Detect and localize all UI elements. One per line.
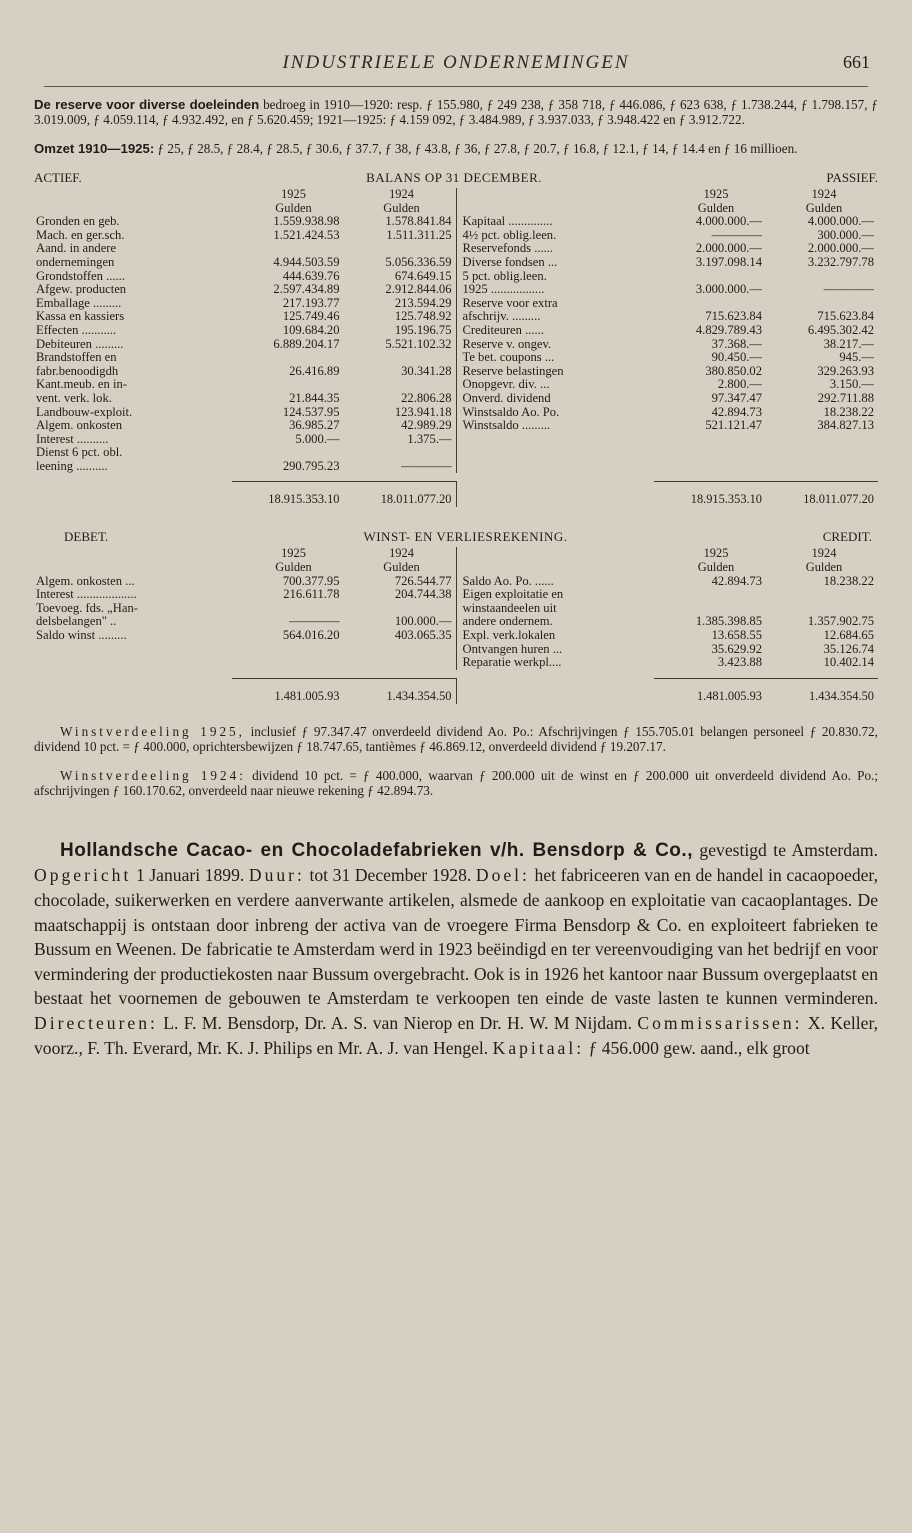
value-1924: 4.000.000.— [807, 214, 874, 229]
row-label: Landbouw-exploit. [36, 405, 133, 419]
actief-side [34, 188, 457, 473]
winst-total-1925: 1.481.005.93 [232, 678, 344, 704]
winstverdeeling-1925-lead: Winstverdeeling 1925, [60, 723, 245, 739]
value-1925: 35.629.92 [711, 641, 762, 656]
value-1924 [766, 270, 878, 284]
value-1925 [654, 602, 766, 616]
row-label: delsbelangen" .. [36, 615, 117, 629]
value-1925 [232, 602, 344, 616]
passief-row [457, 283, 879, 297]
row-label: Ontvangen huren ... [462, 642, 563, 656]
year-1924: 1924 [389, 546, 414, 561]
company-text: 1 Januari 1899. [131, 865, 249, 886]
row-label: Crediteuren ...... [462, 323, 544, 337]
value-1925: 715.623.84 [705, 309, 762, 324]
value-1925: 42.894.73 [711, 573, 762, 588]
balans-totals [34, 481, 878, 507]
credit-row [457, 656, 879, 670]
row-label: Expl. verk.lokalen [462, 629, 556, 643]
balans-total-1925: 18.915.353.10 [654, 481, 766, 507]
debet-side [34, 547, 457, 669]
omzet-text: ƒ 25, ƒ 28.5, ƒ 28.4, ƒ 28.5, ƒ 30.6, ƒ 37.7, ƒ 38, ƒ 43.8, ƒ 36, ƒ 27.8, ƒ 20.7, ƒ 16.8, ƒ 12.1, ƒ 14, ƒ 14.4 en ƒ 16 millioen. [154, 141, 798, 156]
row-label: Reparatie werkpl.... [462, 656, 562, 670]
row-label: Winstsaldo ......... [462, 419, 551, 433]
value-1924: 195.196.75 [394, 322, 452, 337]
value-1925 [232, 378, 344, 392]
value-1925: 217.193.77 [282, 295, 340, 310]
year-1924: 1924 [811, 187, 837, 201]
row-label: fabr.benoodigdh [36, 364, 119, 378]
winst-heading [34, 529, 878, 545]
credit-label: CREDIT. [822, 529, 872, 545]
actief-row [34, 215, 456, 229]
value-1924 [766, 602, 878, 616]
row-label: Brandstoffen en [36, 351, 117, 365]
year-1924: 1924 [389, 187, 414, 201]
value-1924: 213.594.29 [394, 295, 452, 310]
winstverdeeling-1925 [34, 724, 878, 754]
balans-total-1924: 18.011.077.20 [766, 481, 878, 507]
row-label: Afgew. producten [36, 283, 127, 297]
row-label: Kassa en kassiers [36, 310, 125, 324]
winst-title: WINST- EN VERLIESREKENING. [363, 529, 568, 545]
value-1924: 726.544.77 [394, 573, 452, 588]
value-1924: 204.744.38 [394, 587, 452, 602]
actief-row [34, 270, 456, 284]
balans-total-1924: 18.011.077.20 [344, 481, 456, 507]
keyword-commissarissen: Commissarissen: [637, 1012, 803, 1033]
unit-label: Gulden [697, 200, 735, 215]
actief-row [34, 378, 456, 392]
actief-row [34, 460, 456, 474]
value-1924: 715.623.84 [817, 309, 874, 324]
debet-label: DEBET. [64, 529, 109, 545]
value-1925: 13.658.55 [711, 628, 762, 643]
value-1925: ———— [711, 227, 762, 242]
value-1924: 1.357.902.75 [807, 614, 874, 629]
winstverdeeling-1924-lead: Winstverdeeling 1924: [60, 767, 246, 783]
value-1924: 3.232.797.78 [807, 254, 874, 269]
value-1925: 2.597.434.89 [273, 282, 340, 297]
actief-unit-header [34, 202, 456, 216]
row-label: Onopgevr. div. ... [462, 378, 550, 392]
company-text: X. Keller, voorz., F. Th. Everard, Mr. K. J. Philips en Mr. A. J. van Hengel. [34, 1012, 878, 1058]
company-text: L. F. M. Bensdorp, Dr. A. S. van Nierop en Dr. H. W. M Nijdam. [157, 1012, 638, 1033]
row-label: vent. verk. lok. [36, 391, 112, 405]
header-rule [44, 86, 868, 87]
winst-total-1924: 1.434.354.50 [344, 678, 456, 704]
value-1925 [654, 270, 766, 284]
value-1925: 109.684.20 [282, 322, 340, 337]
row-label: Dienst 6 pct. obl. [36, 446, 123, 460]
balans-sheet [34, 188, 878, 473]
row-label: Kant.meub. en in- [36, 378, 127, 392]
row-label: ondernemingen [36, 255, 115, 269]
value-1925: 444.639.76 [282, 268, 340, 283]
value-1925: 1.385.398.85 [695, 614, 762, 629]
value-1925 [654, 297, 766, 311]
value-1925: 42.894.73 [711, 404, 762, 419]
value-1925: 2.800.— [717, 377, 762, 392]
passief-row [457, 297, 879, 311]
keyword-opgericht: Opgericht [34, 865, 132, 886]
value-1925: 4.944.503.59 [273, 254, 340, 269]
row-label: Saldo Ao. Po. ...... [462, 574, 554, 588]
value-1924: 18.238.22 [823, 573, 874, 588]
row-label: 5 pct. oblig.leen. [462, 269, 547, 283]
value-1924: 100.000.— [394, 614, 452, 629]
actief-row [34, 365, 456, 379]
actief-row [34, 392, 456, 406]
value-1924: 6.495.302.42 [807, 322, 874, 337]
year-1925: 1925 [281, 187, 306, 201]
omzet-paragraph [34, 141, 878, 156]
value-1925: 2.000.000.— [695, 241, 762, 256]
value-1924: 125.748.92 [394, 309, 452, 324]
row-label: Effecten ........... [36, 323, 117, 337]
value-1924: 5.521.102.32 [385, 336, 452, 351]
row-label: Eigen exploitatie en [462, 588, 564, 602]
unit-label: Gulden [383, 560, 420, 575]
row-label: Debiteuren ......... [36, 337, 124, 351]
value-1925: 5.000.— [295, 431, 340, 446]
value-1925: 4.829.789.43 [695, 322, 762, 337]
row-label: Winstsaldo Ao. Po. [462, 405, 560, 419]
value-1924: 5.056.336.59 [385, 254, 452, 269]
row-label: leening .......... [36, 459, 108, 473]
passief-label: PASSIEF. [826, 170, 878, 185]
keyword-doel: Doel: [475, 865, 530, 886]
value-1924 [344, 378, 456, 392]
value-1925: 380.850.02 [705, 363, 762, 378]
value-1925 [232, 446, 344, 460]
passief-row [457, 365, 879, 379]
year-1925: 1925 [281, 546, 306, 561]
actief-row [34, 310, 456, 324]
value-1924: 2.912.844.06 [385, 282, 452, 297]
actief-year-header [34, 188, 456, 202]
passief-unit-header [457, 202, 879, 216]
row-label: Reserve belastingen [462, 364, 564, 378]
keyword-directeuren: Directeuren: [34, 1012, 158, 1033]
row-label: Algem. onkosten [36, 419, 123, 433]
passief-row [457, 392, 879, 406]
actief-row [34, 446, 456, 460]
row-label: Diverse fondsen ... [462, 255, 558, 269]
value-1924 [344, 351, 456, 365]
passief-row [457, 351, 879, 365]
company-text: ƒ 456.000 gew. aand., elk groot [584, 1037, 810, 1058]
value-1924: 42.989.29 [401, 418, 452, 433]
debet-rows [34, 575, 456, 643]
row-label: Te bet. coupons ... [462, 351, 555, 365]
value-1924: 35.126.74 [823, 641, 874, 656]
actief-row [34, 283, 456, 297]
value-1924: ———— [823, 282, 874, 297]
value-1924: 30.341.28 [401, 363, 452, 378]
winst-total-1925: 1.481.005.93 [654, 678, 766, 704]
row-label: Reservefonds ...... [462, 242, 554, 256]
debet-row [34, 615, 456, 629]
value-1924: 3.150.— [829, 377, 874, 392]
credit-row [457, 615, 879, 629]
value-1925: 6.889.204.17 [273, 336, 340, 351]
value-1924 [344, 446, 456, 460]
debet-row [34, 575, 456, 589]
passief-row [457, 406, 879, 420]
keyword-kapitaal: Kapitaal: [492, 1037, 585, 1058]
value-1925: 1.559.938.98 [273, 214, 340, 229]
value-1925 [232, 351, 344, 365]
value-1924: 12.684.65 [823, 628, 874, 643]
value-1925 [654, 588, 766, 602]
credit-row [457, 588, 879, 602]
value-1924: ———— [401, 458, 452, 473]
value-1925: 37.368.— [711, 336, 762, 351]
credit-rows [457, 575, 879, 670]
row-label: Gronden en geb. [36, 215, 120, 229]
value-1925: 26.416.89 [289, 363, 340, 378]
row-label: Onverd. dividend [462, 391, 551, 405]
value-1925: 4.000.000.— [695, 214, 762, 229]
row-label: Aand. in andere [36, 242, 117, 256]
passief-row [457, 256, 879, 270]
value-1924: 403.065.35 [394, 628, 452, 643]
actief-rows [34, 215, 456, 473]
unit-label: Gulden [383, 200, 420, 215]
winst-sheet [34, 547, 878, 669]
credit-row [457, 602, 879, 616]
value-1924: 292.711.88 [817, 390, 874, 405]
winstverdeeling-1925-text: inclusief ƒ 97.347.47 onverdeeld dividend Ao. Po.: Afschrijvingen ƒ 155.705.01 belangen personeel ƒ 20.830.72, dividend 10 pct. = ƒ 400.000, oprichtersbewijzen ƒ 18.747.65, tantièmes ƒ 46.869.12, onverdeeld dividend ƒ 19.207.17. [34, 723, 878, 754]
running-title: INDUSTRIEELE ONDERNEMINGEN [282, 52, 630, 73]
reserve-paragraph [34, 97, 878, 127]
passief-row [457, 378, 879, 392]
value-1924: 22.806.28 [401, 390, 452, 405]
row-label: winstaandeelen uit [462, 601, 557, 615]
value-1925: 700.377.95 [282, 573, 340, 588]
passief-year-header [457, 188, 879, 202]
actief-row [34, 242, 456, 256]
winstverdeeling-1924-text: dividend 10 pct. = ƒ 400.000, waarvan ƒ 200.000 uit de winst en ƒ 200.000 uit onverdeeld dividend Ao. Po.; afschrijvingen ƒ 160.170.62, onverdeeld naar nieuwe rekening ƒ 42.894.73. [34, 767, 879, 798]
value-1924: 38.217.— [823, 336, 874, 351]
passief-row [457, 419, 879, 433]
value-1925: 97.347.47 [711, 390, 762, 405]
row-label: andere ondernem. [462, 615, 553, 629]
actief-row [34, 419, 456, 433]
credit-row [457, 643, 879, 657]
value-1924 [766, 297, 878, 311]
value-1924: 384.827.13 [817, 418, 874, 433]
row-label: Saldo winst ......... [36, 629, 127, 643]
passief-row [457, 242, 879, 256]
actief-label: ACTIEF. [34, 170, 82, 185]
row-label: Grondstoffen ...... [36, 269, 125, 283]
passief-row [457, 270, 879, 284]
passief-side [457, 188, 879, 473]
credit-unit-header [457, 561, 879, 575]
winstverdeeling-1924 [34, 768, 878, 798]
unit-label: Gulden [697, 560, 735, 575]
debet-row [34, 629, 456, 643]
company-entry [34, 838, 878, 1060]
value-1925: 36.985.27 [289, 418, 340, 433]
actief-row [34, 338, 456, 352]
keyword-duur: Duur: [248, 865, 305, 886]
row-label: 4½ pct. oblig.leen. [462, 228, 557, 242]
value-1925: 1.521.424.53 [273, 227, 340, 242]
balans-heading [34, 170, 878, 186]
year-1925: 1925 [703, 546, 729, 561]
value-1925: 216.611.78 [283, 587, 340, 602]
value-1924 [344, 602, 456, 616]
year-1925: 1925 [703, 187, 729, 201]
year-1924: 1924 [811, 546, 837, 561]
company-text: gevestigd te Amsterdam. [692, 839, 878, 860]
value-1924 [766, 588, 878, 602]
row-label: 1925 ................. [462, 283, 545, 297]
value-1925: 3.197.098.14 [695, 254, 762, 269]
row-label: Reserve voor extra [462, 296, 558, 310]
debet-year-header [34, 547, 456, 561]
page-number: 661 [843, 52, 870, 72]
value-1924: 300.000.— [817, 227, 874, 242]
actief-row [34, 351, 456, 365]
debet-row [34, 602, 456, 616]
balans-title: BALANS OP 31 DECEMBER. [366, 170, 543, 185]
winst-total-1924: 1.434.354.50 [766, 678, 878, 704]
actief-row [34, 297, 456, 311]
value-1924: 1.578.841.84 [385, 214, 452, 229]
company-text: het fabriceeren van en de handel in cacaopoeder, chocolade, suikerwerken en verdere aanverwante artikelen, alsmede de aankoop en exploitatie van cacaoplantages. De maatschappij is ontstaan door inbreng der activa van de vroegere Firma Bensdorp & Co. en exploiteert fabrieken te Bussum en Weenen. De fabricatie te Amsterdam werd in 1923 beëindigd en ter vereenvoudiging van het bedrijf en voor vermindering der productiekosten naar Bussum overgebracht. Ook is in 1926 het kantoor naar Bussum overgeplaatst en bestaat het voornemen de gebouwen te Amsterdam te verkoopen ten einde de vaste lasten te kunnen verminderen. [34, 865, 878, 1009]
unit-label: Gulden [805, 200, 843, 215]
reserve-lead: De reserve voor diverse doeleinden [34, 97, 260, 112]
credit-row [457, 629, 879, 643]
row-label: Mach. en ger.sch. [36, 228, 125, 242]
value-1925: 3.423.88 [717, 655, 762, 670]
row-label: afschrijv. ......... [462, 310, 541, 324]
credit-row [457, 575, 879, 589]
actief-row [34, 324, 456, 338]
passief-row [457, 215, 879, 229]
row-label: Interest ................... [36, 588, 137, 602]
row-label: Toevoeg. fds. „Han- [36, 601, 138, 615]
unit-label: Gulden [805, 560, 843, 575]
value-1925: 90.450.— [711, 350, 762, 365]
row-label: Emballage ......... [36, 296, 122, 310]
debet-row [34, 588, 456, 602]
value-1925: 3.000.000.— [695, 282, 762, 297]
row-label: Interest .......... [36, 432, 109, 446]
row-label: Algem. onkosten ... [36, 574, 135, 588]
balans-total-1925: 18.915.353.10 [232, 481, 344, 507]
passief-row [457, 310, 879, 324]
value-1924: 674.649.15 [394, 268, 452, 283]
winst-totals [34, 678, 878, 704]
unit-label: Gulden [275, 200, 312, 215]
credit-year-header [457, 547, 879, 561]
actief-row [34, 406, 456, 420]
value-1925: 564.016.20 [282, 628, 340, 643]
value-1924: 2.000.000.— [807, 241, 874, 256]
value-1924: 123.941.18 [394, 404, 452, 419]
row-label: Kapitaal .............. [462, 215, 553, 229]
reserve-text: bedroeg in 1910—1920: resp. ƒ 155.980, ƒ 249 238, ƒ 358 718, ƒ 446.086, ƒ 623 638, ƒ 1.738.244, ƒ 1.798.157, ƒ 3.019.009, ƒ 4.059.114, ƒ 4.932.492, en ƒ 5.620.459; 1921—1925: ƒ 4.159 092, ƒ 3.484.989, ƒ 3.937.033, ƒ 3.948.422 en ƒ 3.912.722. [34, 97, 878, 127]
actief-row [34, 256, 456, 270]
passief-row [457, 338, 879, 352]
value-1924: 1.511.311.25 [386, 227, 452, 242]
company-name: Hollandsche Cacao- en Chocoladefabrieken v/h. Bensdorp & Co., [60, 839, 693, 861]
value-1925: 290.795.23 [282, 458, 340, 473]
value-1924: 329.263.93 [817, 363, 874, 378]
actief-row [34, 229, 456, 243]
row-label: Reserve v. ongev. [462, 337, 552, 351]
value-1924: 18.238.22 [823, 404, 874, 419]
value-1925: 125.749.46 [282, 309, 340, 324]
company-text: tot 31 December 1928. [304, 865, 476, 886]
value-1925: 521.121.47 [705, 418, 762, 433]
value-1924: 945.— [839, 350, 874, 365]
value-1924: 1.375.— [407, 431, 452, 446]
actief-row [34, 433, 456, 447]
value-1924: 10.402.14 [823, 655, 874, 670]
value-1925: 21.844.35 [289, 390, 340, 405]
credit-side [457, 547, 879, 669]
value-1924 [344, 242, 456, 256]
unit-label: Gulden [275, 560, 312, 575]
page-header [34, 52, 878, 86]
omzet-lead: Omzet 1910—1925: [34, 141, 155, 156]
value-1925: ———— [289, 614, 340, 629]
passief-row [457, 229, 879, 243]
passief-row [457, 324, 879, 338]
value-1925: 124.537.95 [282, 404, 340, 419]
value-1925 [232, 242, 344, 256]
debet-unit-header [34, 561, 456, 575]
passief-rows [457, 215, 879, 433]
